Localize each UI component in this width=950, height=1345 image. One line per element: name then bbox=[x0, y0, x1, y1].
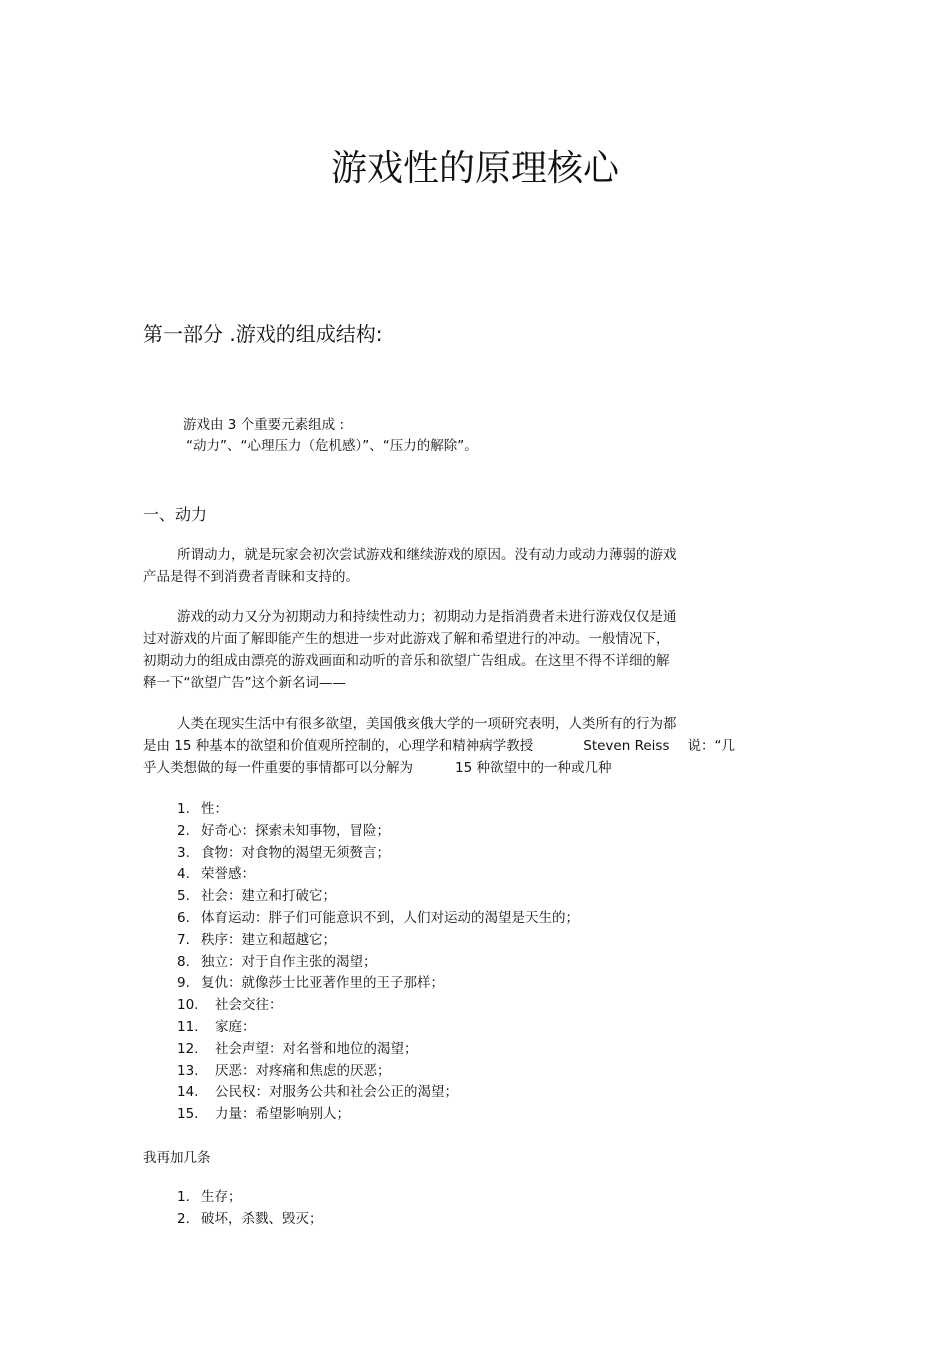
list-item bbox=[177, 952, 579, 974]
paragraph-line: 所谓动力，就是玩家会初次尝试游戏和继续游戏的原因。没有动力或动力薄弱的游戏 bbox=[177, 547, 677, 563]
person-name: Steven Reiss bbox=[583, 738, 670, 754]
paragraph-2 bbox=[143, 606, 803, 694]
list-text: 社会交往： bbox=[215, 997, 283, 1014]
list-text: 秩序：建立和超越它； bbox=[201, 931, 336, 948]
list-number: 11. bbox=[177, 1018, 199, 1035]
document-title: 游戏性的原理核心 bbox=[330, 148, 619, 189]
paragraph-text: 说：“几 bbox=[687, 738, 735, 754]
list-number: 2. bbox=[177, 1210, 190, 1227]
list-item bbox=[177, 1082, 579, 1104]
list-item bbox=[177, 864, 579, 886]
list-item bbox=[177, 799, 579, 821]
list-text: 力量：希望影响别人； bbox=[215, 1106, 350, 1123]
list-item bbox=[177, 1104, 579, 1126]
list-item bbox=[177, 821, 579, 843]
list-number: 14. bbox=[177, 1084, 199, 1101]
list-item bbox=[177, 843, 579, 865]
list-number: 9. bbox=[177, 975, 190, 992]
list-number: 7. bbox=[177, 931, 190, 948]
list-item bbox=[177, 1209, 323, 1231]
list-item bbox=[177, 1039, 579, 1061]
part-heading: 第一部分 .游戏的组成结构: bbox=[143, 322, 383, 346]
list-number: 4. bbox=[177, 866, 190, 883]
paragraph-1 bbox=[143, 544, 803, 588]
list-text: 复仇：就像莎士比亚著作里的王子那样； bbox=[201, 975, 444, 992]
paragraph-line bbox=[143, 735, 803, 757]
paragraph-3 bbox=[143, 713, 803, 779]
paragraph-text: 是由 15 种基本的欲望和价值观所控制的，心理学和精神病学教授 bbox=[143, 738, 534, 754]
list-text: 独立：对于自作主张的渴望； bbox=[201, 953, 377, 970]
extra-heading: 我再加几条 bbox=[143, 1150, 211, 1166]
list-text: 体育运动：胖子们可能意识不到，人们对运动的渴望是天生的； bbox=[201, 909, 579, 926]
list-number: 13. bbox=[177, 1062, 199, 1079]
paragraph-line: 释一下“欲望广告”这个新名词—— bbox=[143, 675, 346, 691]
list-number: 15. bbox=[177, 1106, 199, 1123]
paragraph-line: 产品是得不到消费者青睐和支持的。 bbox=[143, 569, 359, 585]
list-text: 公民权：对服务公共和社会公正的渴望； bbox=[215, 1084, 458, 1101]
list-number: 8. bbox=[177, 953, 190, 970]
list-text: 荣誉感： bbox=[201, 866, 255, 883]
paragraph-line: 过对游戏的片面了解即能产生的想进一步对此游戏了解和希望进行的冲动。一般情况下， bbox=[143, 631, 670, 647]
intro-line-1: 游戏由 3 个重要元素组成 : bbox=[183, 417, 345, 433]
list-item bbox=[177, 908, 579, 930]
paragraph-line: 初期动力的组成由漂亮的游戏画面和动听的音乐和欲望广告组成。在这里不得不详细的解 bbox=[143, 653, 670, 669]
list-number: 1. bbox=[177, 1189, 190, 1205]
list-item bbox=[177, 1061, 579, 1083]
list-number: 12. bbox=[177, 1040, 199, 1057]
list-text: 社会声望：对名誉和地位的渴望； bbox=[215, 1040, 418, 1057]
desires-list bbox=[177, 799, 579, 1126]
paragraph-line: 游戏的动力又分为初期动力和持续性动力；初期动力是指消费者未进行游戏仅仅是通 bbox=[177, 609, 677, 625]
list-number: 2. bbox=[177, 822, 190, 839]
paragraph-text: 乎人类想做的每一件重要的事情都可以分解为 bbox=[143, 760, 413, 776]
extra-desires-list bbox=[177, 1187, 323, 1231]
list-number: 1. bbox=[177, 801, 190, 817]
list-number: 6. bbox=[177, 909, 190, 926]
list-text: 社会：建立和打破它； bbox=[201, 888, 336, 905]
list-text: 厌恶：对疼痛和焦虑的厌恶； bbox=[215, 1062, 391, 1079]
list-text: 家庭： bbox=[215, 1018, 256, 1035]
list-text: 好奇心：探索未知事物，冒险； bbox=[201, 822, 390, 839]
section-heading-motivation: 一、动力 bbox=[143, 505, 208, 524]
paragraph-line bbox=[143, 757, 803, 779]
list-item bbox=[177, 1187, 323, 1209]
list-item bbox=[177, 973, 579, 995]
intro-block bbox=[183, 415, 478, 457]
list-text: 性： bbox=[201, 801, 228, 817]
list-item bbox=[177, 930, 579, 952]
list-item bbox=[177, 886, 579, 908]
intro-line-2: “动力”、“心理压力（危机感）”、“压力的解除”。 bbox=[186, 438, 478, 454]
list-item bbox=[177, 1017, 579, 1039]
paragraph-line: 人类在现实生活中有很多欲望，美国俄亥俄大学的一项研究表明，人类所有的行为都 bbox=[177, 716, 677, 732]
list-number: 3. bbox=[177, 844, 190, 861]
paragraph-text: 15 种欲望中的一种或几种 bbox=[455, 760, 612, 776]
list-number: 10. bbox=[177, 997, 199, 1014]
list-text: 破坏，杀戮、毁灭； bbox=[201, 1210, 323, 1227]
list-number: 5. bbox=[177, 888, 190, 905]
list-text: 生存； bbox=[201, 1189, 242, 1205]
list-item bbox=[177, 995, 579, 1017]
list-text: 食物：对食物的渴望无须赘言； bbox=[201, 844, 390, 861]
